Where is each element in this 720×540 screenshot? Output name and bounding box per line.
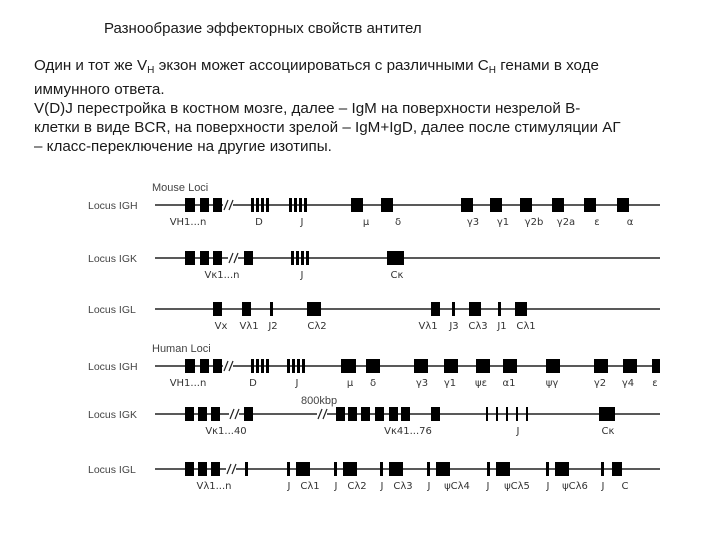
gene-segment (427, 462, 430, 476)
gene-segment (623, 359, 637, 373)
gene-label: J (295, 378, 299, 389)
gene-label: J (300, 217, 304, 228)
gene-segment (213, 302, 222, 316)
locus-name: Locus IGK (88, 409, 138, 421)
gene-segment (515, 302, 527, 316)
gene-label: J (334, 481, 338, 492)
gene-label: γ2b (524, 217, 544, 228)
gene-segment (292, 359, 295, 373)
gene-label: J2 (268, 321, 278, 332)
gene-label: J (516, 426, 520, 437)
gene-label: J (546, 481, 550, 492)
gene-segment (294, 198, 297, 212)
locus-name: Locus IGL (88, 304, 136, 316)
gene-segment (270, 302, 273, 316)
gene-segment (245, 462, 248, 476)
gene-segment (469, 302, 481, 316)
locus-name: Locus IGH (88, 200, 138, 212)
gene-label: VH1...n (169, 217, 207, 228)
gene-label: Cλ1 (300, 481, 320, 492)
gene-segment (244, 407, 253, 421)
slide-title: Разнообразие эффекторных свойств антител (104, 20, 422, 37)
gene-segment (341, 359, 356, 373)
gene-segment (336, 407, 345, 421)
gene-label: ε (652, 378, 658, 389)
gene-segment (200, 251, 209, 265)
gene-segment (584, 198, 596, 212)
gene-segment (414, 359, 428, 373)
gene-label: α1 (502, 378, 516, 389)
gene-segment (389, 407, 398, 421)
locus-name: Locus IGK (88, 253, 138, 265)
gene-segment (242, 302, 251, 316)
gene-label: Cλ3 (393, 481, 413, 492)
gene-segment (185, 462, 194, 476)
gene-label: γ3 (466, 217, 480, 228)
gene-segment (291, 251, 294, 265)
gene-label: Cλ2 (307, 321, 327, 332)
gene-segment (389, 462, 403, 476)
section-label-mouse: Mouse Loci (152, 182, 209, 194)
locus-row (88, 198, 660, 228)
gene-segment (351, 198, 363, 212)
gene-segment (476, 359, 490, 373)
gene-segment (486, 407, 488, 421)
gene-segment (431, 407, 440, 421)
gap-distance-label: 800kbp (301, 395, 338, 407)
gene-segment (200, 359, 209, 373)
gene-label: J (380, 481, 384, 492)
gene-segment (251, 198, 254, 212)
locus-row (88, 251, 660, 281)
gene-segment (297, 359, 300, 373)
gene-label: VH1...n (169, 378, 207, 389)
gene-segment (601, 462, 604, 476)
gene-label: Vx (214, 321, 228, 332)
gene-segment (516, 407, 518, 421)
gene-label: α (626, 217, 634, 228)
gene-segment (594, 359, 608, 373)
gene-segment (334, 462, 337, 476)
gene-segment (185, 251, 195, 265)
gene-segment (287, 462, 290, 476)
locus-row (88, 462, 660, 492)
gene-segment (366, 359, 380, 373)
gene-label: γ3 (415, 378, 429, 389)
gene-segment (307, 302, 321, 316)
gene-segment (296, 251, 299, 265)
gene-label: Cλ1 (516, 321, 536, 332)
gene-label: C (621, 481, 629, 492)
gene-label: J1 (497, 321, 507, 332)
gene-segment (401, 407, 410, 421)
gene-label: μ (362, 217, 370, 228)
gene-label: ψCλ4 (444, 481, 470, 492)
locus-row (88, 302, 660, 332)
gene-segment (302, 359, 305, 373)
gene-segment (348, 407, 357, 421)
gene-segment (296, 462, 310, 476)
gene-segment (652, 359, 660, 373)
gene-label: Cλ2 (347, 481, 367, 492)
gene-label: γ2a (556, 217, 576, 228)
gene-segment (213, 198, 222, 212)
gene-label: γ2 (593, 378, 607, 389)
gene-segment (503, 359, 517, 373)
gene-label: Vλ1 (418, 321, 438, 332)
gene-segment (256, 198, 259, 212)
gene-segment (299, 198, 302, 212)
gene-segment (380, 462, 383, 476)
gene-segment (612, 462, 622, 476)
section-label-human: Human Loci (152, 343, 211, 355)
gene-label: D (255, 217, 263, 228)
gene-segment (546, 359, 560, 373)
gene-segment (361, 407, 370, 421)
gene-label: γ1 (496, 217, 510, 228)
paragraph-line-3: V(D)J перестройка в костном мозге, далее – IgM на поверхности незрелой B- (34, 100, 581, 117)
gene-label: D (249, 378, 257, 389)
gene-segment (213, 251, 222, 265)
gene-segment (304, 198, 307, 212)
gene-label: J (287, 481, 291, 492)
gene-segment (211, 462, 220, 476)
gene-segment (526, 407, 528, 421)
gene-segment (387, 251, 404, 265)
gene-label: J (486, 481, 490, 492)
gene-label: Vλ1...n (196, 481, 232, 492)
gene-label: ε (594, 217, 600, 228)
paragraph-line-1: Один и тот же $V_H$ экзон может ассоциироваться с различными $C_H$ генами в ходе (34, 57, 599, 76)
gene-segment (617, 198, 629, 212)
paragraph-line-4: клетки в виде BCR, на поверхности зрелой – IgM+IgD, далее после стимуляции АГ (34, 119, 621, 136)
gene-label: J (427, 481, 431, 492)
gene-segment (599, 407, 615, 421)
gene-segment (343, 462, 357, 476)
gene-segment (185, 198, 195, 212)
gene-label: ψCλ6 (562, 481, 588, 492)
gene-label: γ4 (621, 378, 635, 389)
gene-segment (552, 198, 564, 212)
gene-segment (506, 407, 508, 421)
gene-label: J (300, 270, 304, 281)
gene-segment (520, 198, 532, 212)
gene-segment (244, 251, 253, 265)
gene-segment (200, 198, 209, 212)
gene-segment (266, 198, 269, 212)
gene-segment (261, 198, 264, 212)
gene-label: Vκ1...40 (205, 426, 247, 437)
gene-segment (555, 462, 569, 476)
gene-label: Cκ (390, 270, 404, 281)
gene-segment (256, 359, 259, 373)
gene-segment (431, 302, 440, 316)
gene-segment (289, 198, 292, 212)
gene-segment (461, 198, 473, 212)
gene-segment (496, 462, 510, 476)
gene-label: μ (346, 378, 354, 389)
locus-name: Locus IGH (88, 361, 138, 373)
gene-segment (185, 359, 195, 373)
locus-row (88, 407, 660, 437)
gene-segment (211, 407, 220, 421)
gene-label: Vλ1 (239, 321, 259, 332)
gene-segment (213, 359, 222, 373)
gene-segment (546, 462, 549, 476)
locus-name: Locus IGL (88, 464, 136, 476)
gene-segment (490, 198, 502, 212)
gene-label: δ (369, 378, 377, 389)
gene-segment (301, 251, 304, 265)
gene-segment (496, 407, 498, 421)
gene-segment (185, 407, 194, 421)
gene-segment (436, 462, 450, 476)
gene-label: ψγ (545, 378, 559, 389)
gene-label: δ (394, 217, 402, 228)
paragraph-line-5: – класс-переключение на другие изотипы. (34, 138, 332, 155)
gene-segment (198, 407, 207, 421)
gene-segment (261, 359, 264, 373)
gene-segment (444, 359, 458, 373)
gene-segment (251, 359, 254, 373)
locus-row (88, 359, 660, 389)
gene-segment (452, 302, 455, 316)
paragraph-line-2: иммунного ответа. (34, 81, 165, 98)
gene-segment (306, 251, 309, 265)
gene-segment (375, 407, 384, 421)
gene-label: J3 (449, 321, 459, 332)
gene-segment (266, 359, 269, 373)
gene-label: Vκ41...76 (384, 426, 432, 437)
gene-segment (487, 462, 490, 476)
gene-segment (287, 359, 290, 373)
gene-segment (498, 302, 501, 316)
gene-label: Cκ (601, 426, 615, 437)
gene-label: γ1 (443, 378, 457, 389)
gene-label: ψCλ5 (504, 481, 530, 492)
gene-label: Vκ1...n (204, 270, 240, 281)
gene-label: ψε (474, 378, 488, 389)
gene-segment (381, 198, 393, 212)
gene-label: J (601, 481, 605, 492)
gene-label: Cλ3 (468, 321, 488, 332)
gene-segment (198, 462, 207, 476)
